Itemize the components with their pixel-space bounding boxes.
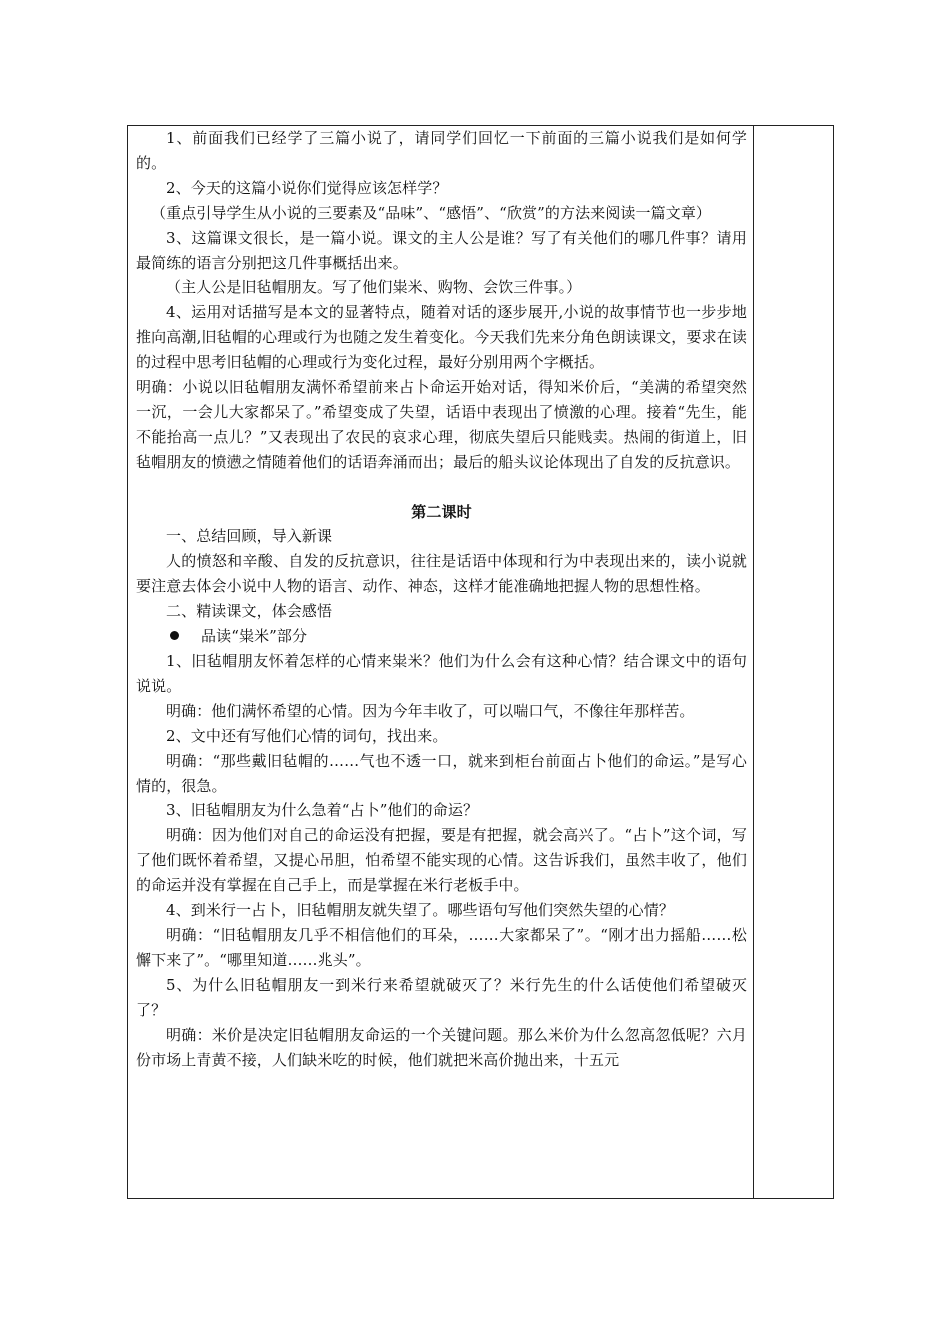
paragraph: 1、前面我们已经学了三篇小说了，请同学们回忆一下前面的三篇小说我们是如何学的。 — [136, 129, 747, 172]
question: 3、旧毡帽朋友为什么急着“占卜”他们的命运？ — [166, 801, 479, 820]
section-title: 第二课时 — [411, 502, 472, 521]
lesson-content-cell — [136, 126, 747, 1072]
answer: 明确：米价是决定旧毡帽朋友命运的一个关键问题。那么米价为什么忽高忽低呢？六月份市场上青黄不接，人们缺米吃的时候，他们就把米高价抛出来，十五元 — [136, 1025, 747, 1069]
paragraph: 明确：小说以旧毡帽朋友满怀希望前来占卜命运开始对话，得知米价后，“美满的希望突然一沉，一会儿大家都呆了。”希望变成了失望，话语中表现出了愤激的心理。接着“先生，能不能抬高一点儿？”又表现出了农民的哀求心理，彻底失望后只能贱卖。热闹的街道上，旧毡帽朋友的愤懑之情随着他们的话语奔涌而出；最后的船头议论体现出了自发的反抗意识。 — [136, 378, 747, 471]
section-heading: 一、总结回顾，导入新课 — [166, 527, 333, 546]
table-column-divider — [753, 125, 754, 1199]
question: 2、文中还有写他们心情的词句，找出来。 — [166, 726, 448, 745]
bullet-item — [136, 624, 747, 649]
answer: 明确：因为他们对自己的命运没有把握，要是有把握，就会高兴了。“占卜”这个词，写了他们既怀着希望，又提心吊胆，怕希望不能实现的心情。这告诉我们，虽然丰收了，他们的命运并没有掌握在自己手上，而是掌握在米行老板手中。 — [136, 826, 747, 895]
answer: 明确：“那些戴旧毡帽的……气也不透一口，就来到柜台前面占卜他们的命运。”是写心情的，很急。 — [136, 751, 747, 795]
question: 5、为什么旧毡帽朋友一到米行来希望就破灭了？米行先生的什么话使他们希望破灭了？ — [136, 975, 747, 1019]
paragraph: 4、运用对话描写是本文的显著特点，随着对话的逐步展开,小说的故事情节也一步步地推向高潮,旧毡帽的心理或行为也随之发生着变化。今天我们先来分角色朗读课文，要求在读的过程中思考旧毡帽的心理或行为变化过程，最好分别用两个字概括。 — [136, 303, 747, 372]
question: 1、旧毡帽朋友怀着怎样的心情来粜米？他们为什么会有这种心情？结合课文中的语句说说。 — [136, 652, 747, 695]
paragraph: （重点引导学生从小说的三要素及“品味”、“感悟”、“欣赏”的方法来阅读一篇文章） — [151, 203, 712, 222]
paragraph: 3、这篇课文很长，是一篇小说。课文的主人公是谁？写了有关他们的哪几件事？请用最简练的语言分别把这几件事概括出来。 — [136, 228, 747, 272]
paragraph: 2、今天的这篇小说你们觉得应该怎样学？ — [166, 178, 448, 197]
paragraph: （主人公是旧毡帽朋友。写了他们粜米、购物、会饮三件事。） — [166, 278, 582, 297]
paragraph: 人的愤怒和辛酸、自发的反抗意识，往往是话语中体现和行为中表现出来的，读小说就要注意去体会小说中人物的语言、动作、神态，这样才能准确地把握人物的思想性格。 — [136, 552, 747, 596]
blank-line — [136, 475, 747, 500]
answer: 明确：“旧毡帽朋友几乎不相信他们的耳朵，……大家都呆了”。“刚才出力摇船……松懈下来了”。“哪里知道……兆头”。 — [136, 925, 747, 969]
question: 4、到米行一占卜，旧毡帽朋友就失望了。哪些语句写他们突然失望的心情？ — [166, 901, 674, 920]
section-heading: 二、精读课文，体会感悟 — [166, 602, 333, 621]
bullet-dot-icon — [170, 631, 179, 640]
answer: 明确：他们满怀希望的心情。因为今年丰收了，可以喘口气，不像往年那样苦。 — [166, 701, 695, 720]
bullet-text: 品读“粜米”部分 — [201, 627, 308, 646]
